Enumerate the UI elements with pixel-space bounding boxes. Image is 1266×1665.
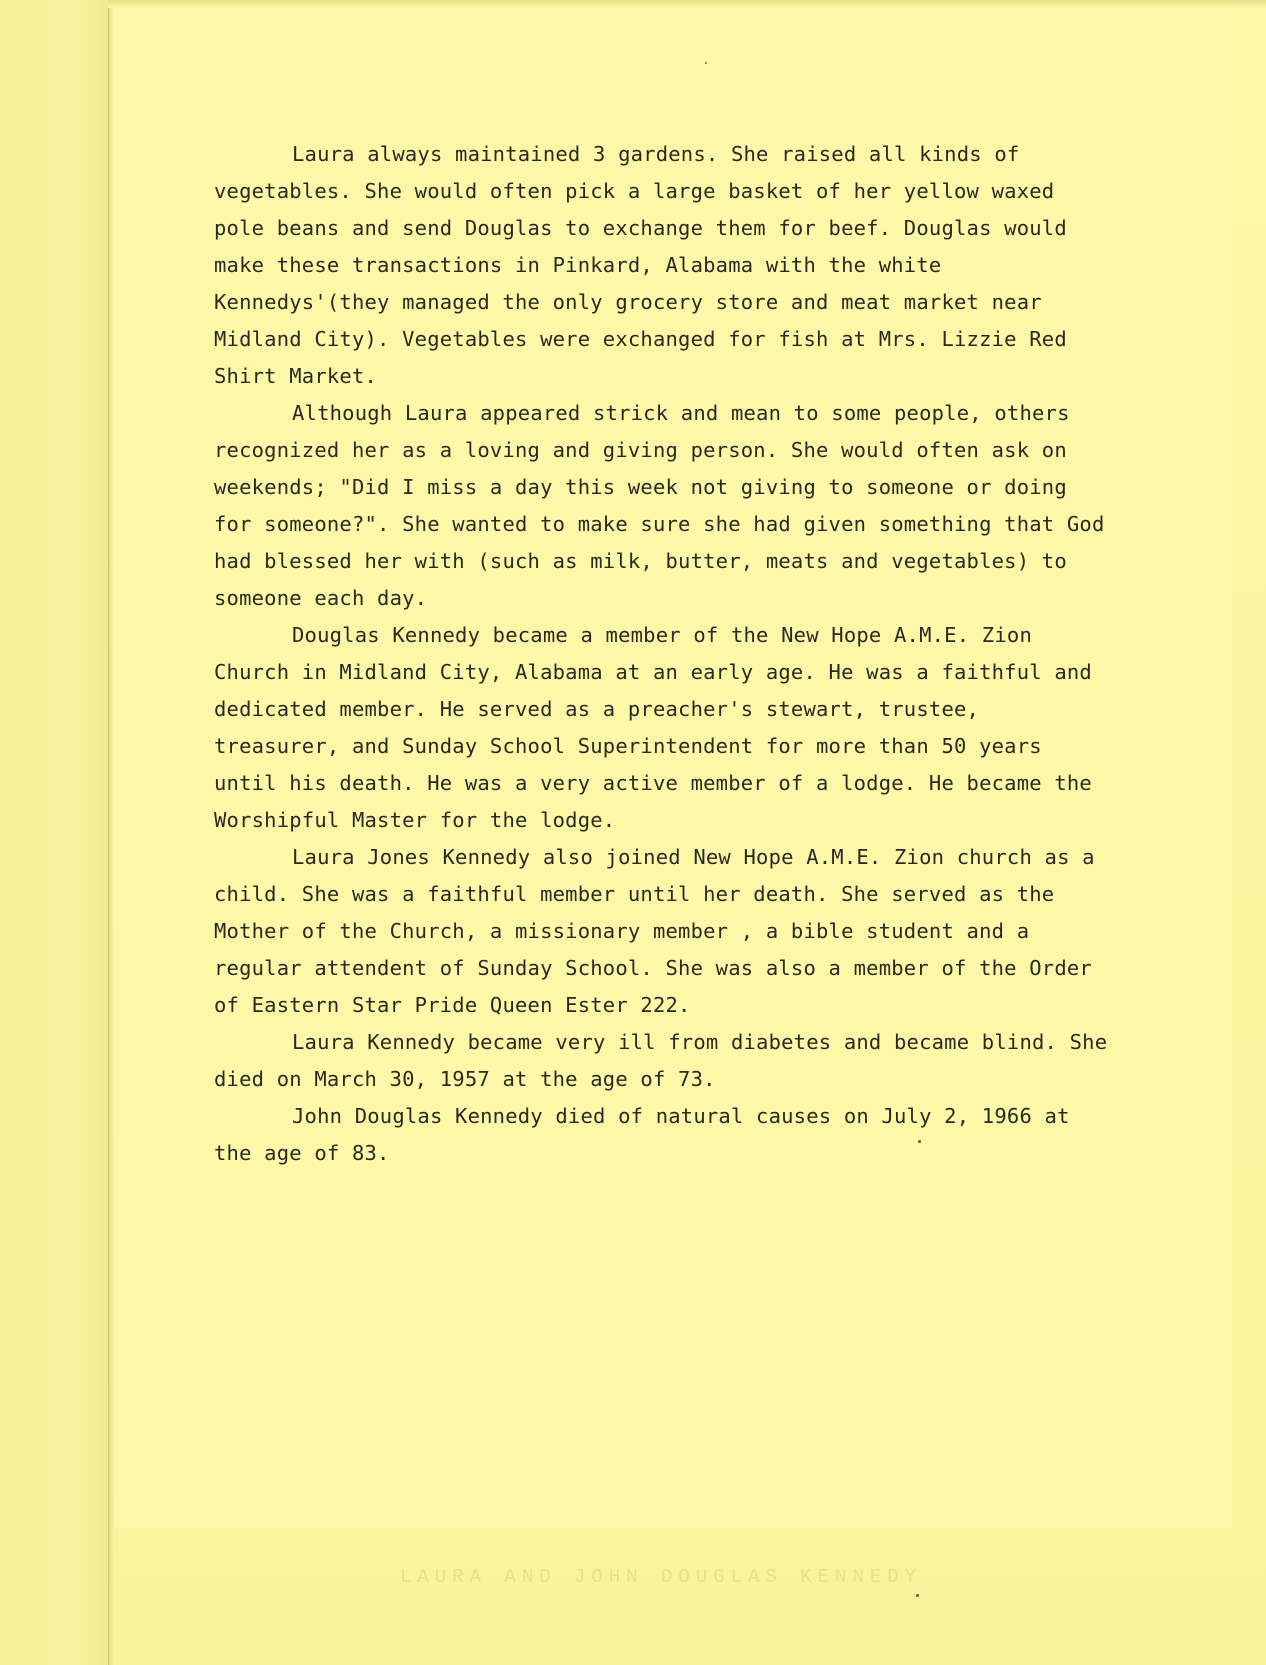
bleed-through-title: LAURA AND JOHN DOUGLAS KENNEDY bbox=[400, 1566, 923, 1588]
paper-speck bbox=[916, 1594, 919, 1597]
paragraph-douglas-death: John Douglas Kennedy died of natural causes on July 2, 1966 at the age of 83. bbox=[214, 1104, 1070, 1165]
paragraph-laura-death: Laura Kennedy became very ill from diabetes and became blind. She died on March 30, 1957 at the age of 73. bbox=[214, 1030, 1108, 1091]
paragraph-giving: Although Laura appeared strick and mean to some people, others recognized her as a loving and giving person. She would often ask on weekends; "Did I miss a day this week not giving to someone or doing for someone?". She wanted to make sure she had given something that God had blessed her with (such as milk, butter, meats and vegetables) to someone each day. bbox=[214, 401, 1105, 610]
paragraph-gardens: Laura always maintained 3 gardens. She raised all kinds of vegetables. She would often pick a large basket of her yellow waxed pole beans and send Douglas to exchange them for beef. Douglas would make these transactions in Pinkard, Alabama with the white Kennedys'(they managed the only grocery store and meat market near Midland City). Vegetables were exchanged for fish at Mrs. Lizzie Red Shirt Market. bbox=[214, 142, 1067, 388]
document-body bbox=[214, 136, 1114, 1172]
paper-speck bbox=[705, 62, 707, 64]
paper-speck bbox=[918, 1140, 921, 1143]
top-paper-edge bbox=[108, 0, 1266, 8]
paragraph-douglas-church: Douglas Kennedy became a member of the New Hope A.M.E. Zion Church in Midland City, Alabama at an early age. He was a faithful and dedicated member. He served as a preacher's stewart, trustee, treasurer, and Sunday School Superintendent for more than 50 years until his death. He was a very active member of a lodge. He became the Worshipful Master for the lodge. bbox=[214, 623, 1092, 832]
binding-strip bbox=[0, 0, 109, 1665]
paragraph-laura-church: Laura Jones Kennedy also joined New Hope A.M.E. Zion church as a child. She was a faithful member until her death. She served as the Mother of the Church, a missionary member , a bible student and a regular attendent of Sunday School. She was also a member of the Order of Eastern Star Pride Queen Ester 222. bbox=[214, 845, 1095, 1017]
